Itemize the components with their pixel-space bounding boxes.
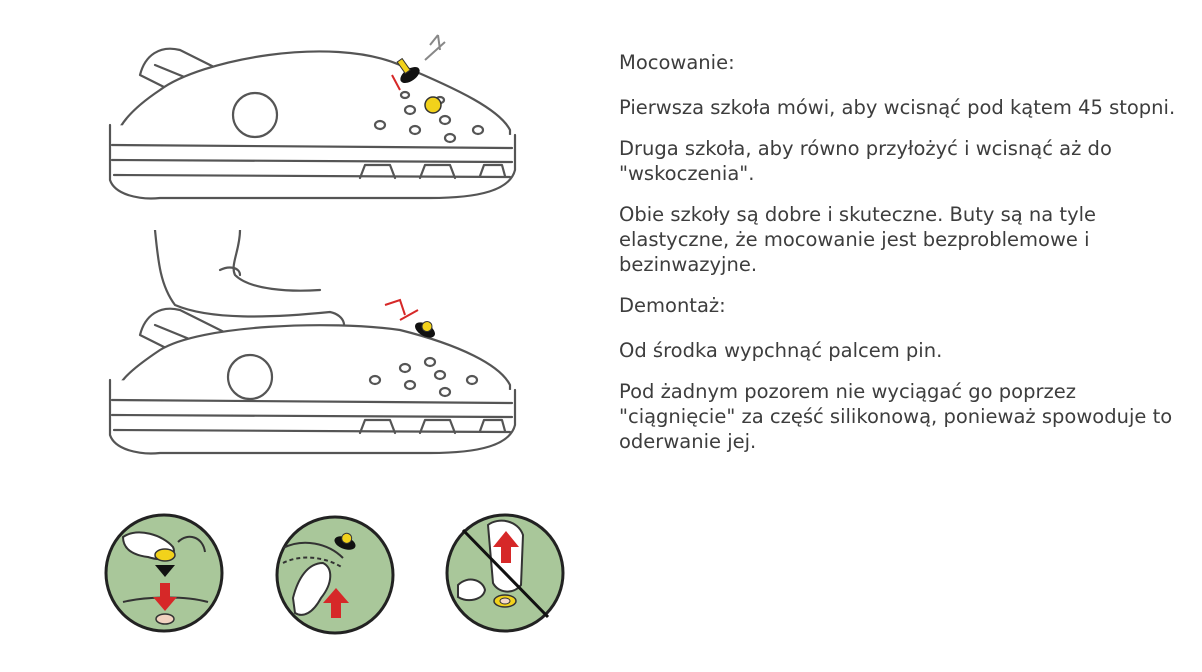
mounting-heading: Mocowanie: (619, 51, 735, 74)
removal-paragraph-1: Od środka wypchnąć palcem pin. (619, 339, 943, 362)
instructions-text (619, 50, 1179, 470)
illustrations (0, 0, 600, 672)
push-from-inside-icon (103, 507, 225, 639)
mount-paragraph-1: Pierwsza szkoła mówi, aby wcisnąć pod kątem 45 stopni. (619, 96, 1176, 119)
removal-paragraph-2: Pod żadnym pozorem nie wyciągać go poprzez "ciągnięcie" za część silikonową, ponieważ spowoduje to oderwanie jej. (619, 380, 1173, 453)
mount-paragraph-3: Obie szkoły są dobre i skuteczne. Buty są na tyle elastyczne, że mocowanie jest bezproblemowe i bezinwazyjne. (619, 203, 1097, 276)
hand-pressing-charm-illustration (100, 230, 530, 470)
removal-heading: Demontaż: (619, 294, 726, 317)
clog-with-charm-illustration (100, 20, 530, 210)
push-angle-icon (273, 508, 397, 642)
no-pulling-icon (443, 505, 567, 641)
mount-paragraph-2: Druga szkoła, aby równo przyłożyć i wcisnąć aż do "wskoczenia". (619, 137, 1112, 185)
